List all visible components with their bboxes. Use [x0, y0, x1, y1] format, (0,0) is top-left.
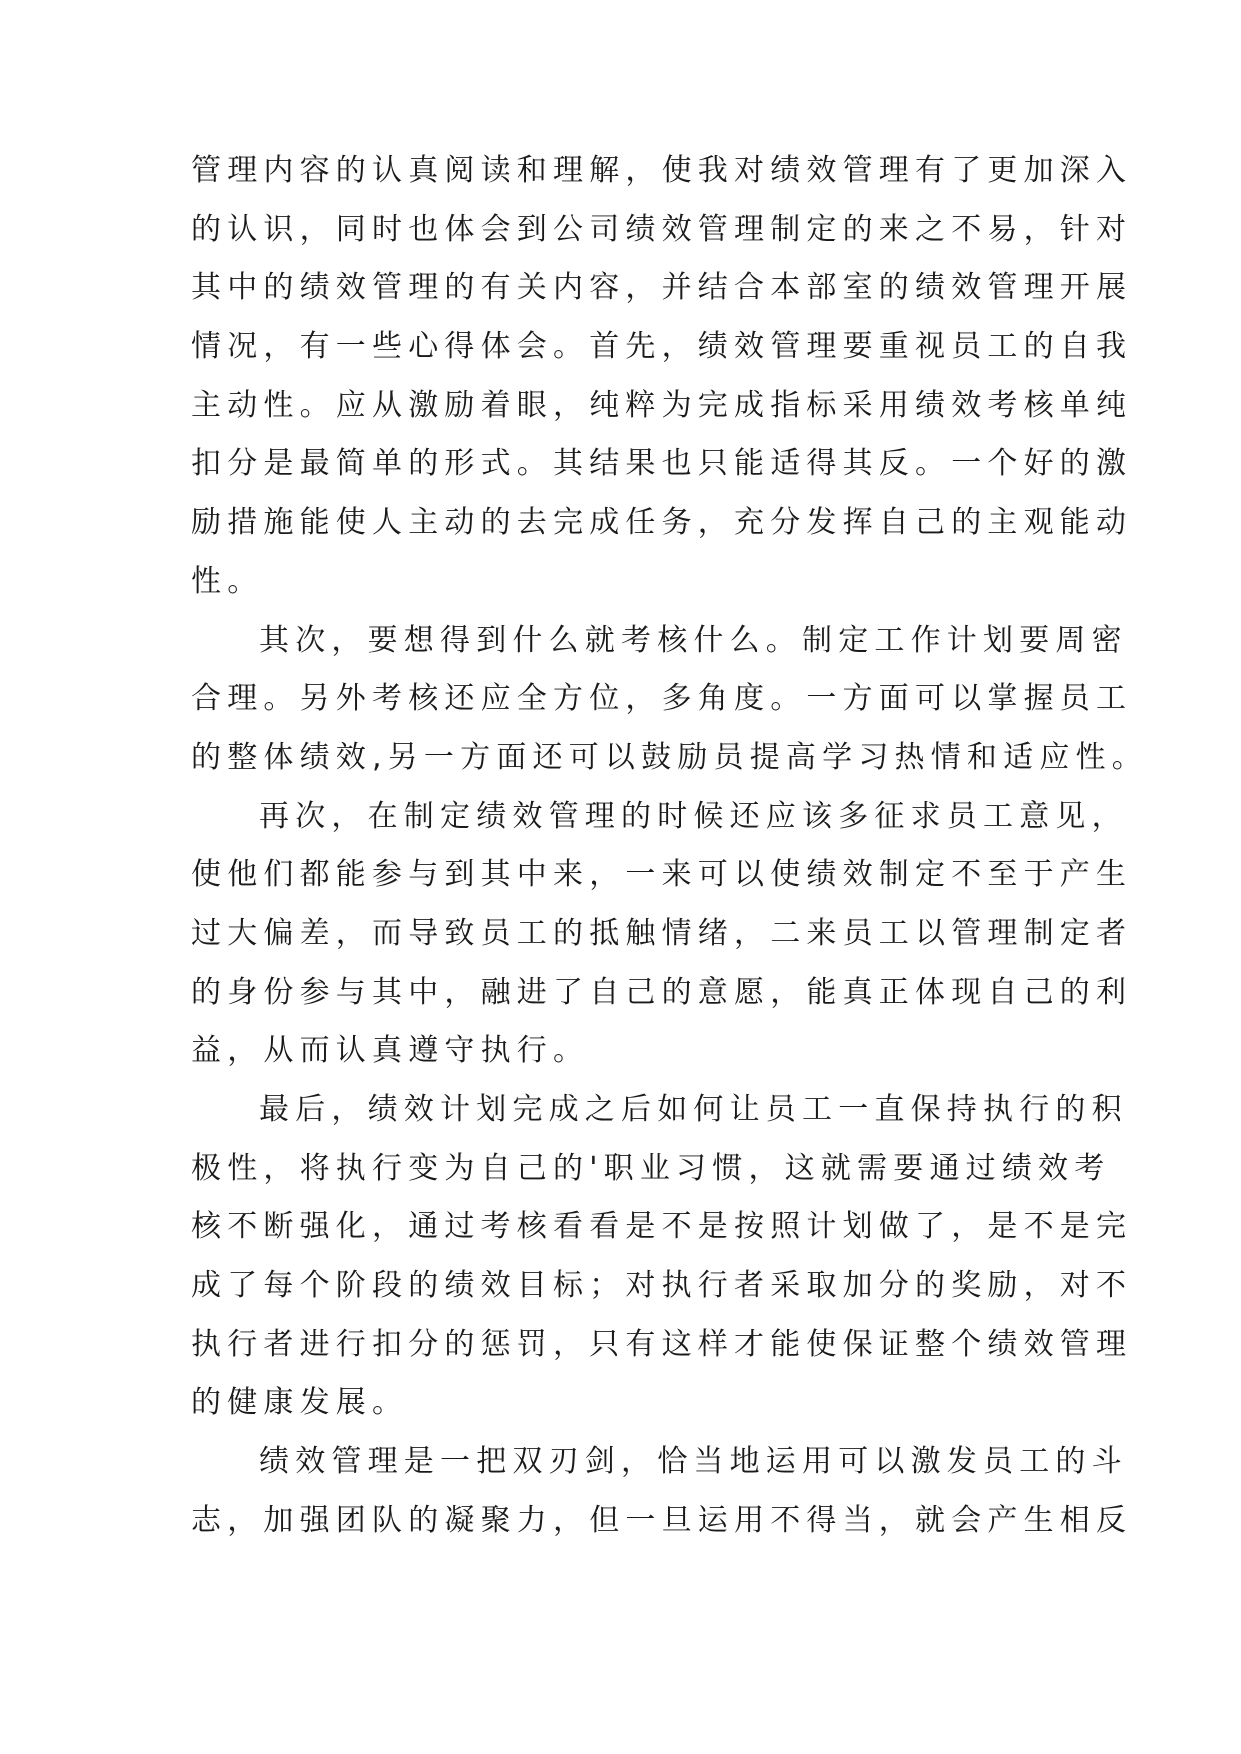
- text-line: 性。: [191, 563, 264, 599]
- text-line: 核不断强化，通过考核看看是不是按照计划做了，是不是完: [191, 1209, 1133, 1245]
- text-line: 的认识，同时也体会到公司绩效管理制定的来之不易，针对: [191, 211, 1133, 247]
- text-line: 励措施能使人主动的去完成任务，充分发挥自己的主观能动: [191, 505, 1133, 541]
- document-body: [191, 142, 1148, 1551]
- text-line: 成了每个阶段的绩效目标；对执行者采取加分的奖励，对不: [191, 1268, 1133, 1304]
- text-line: 执行者进行扣分的惩罚，只有这样才能使保证整个绩效管理: [191, 1326, 1133, 1362]
- text-line: 过大偏差，而导致员工的抵触情绪，二来员工以管理制定者: [191, 915, 1133, 951]
- text-line: 管理内容的认真阅读和理解，使我对绩效管理有了更加深入: [191, 153, 1133, 188]
- text-line: 极性，将执行变为自己的'职业习惯，这就需要通过绩效考: [191, 1150, 1111, 1186]
- text-line: 再次，在制定绩效管理的时候还应该多征求员工意见，: [259, 798, 1128, 834]
- text-line: 合理。另外考核还应全方位，多角度。一方面可以掌握员工: [191, 681, 1133, 717]
- text-line: 益，从而认真遵守执行。: [191, 1033, 590, 1069]
- text-line: 志，加强团队的凝聚力，但一旦运用不得当，就会产生相反: [191, 1502, 1133, 1538]
- text-line: 其中的绩效管理的有关内容，并结合本部室的绩效管理开展: [191, 270, 1133, 306]
- text-line: 情况，有一些心得体会。首先，绩效管理要重视员工的自我: [191, 329, 1133, 365]
- text-line: 使他们都能参与到其中来，一来可以使绩效制定不至于产生: [191, 857, 1133, 893]
- text-line: 的身份参与其中，融进了自己的意愿，能真正体现自己的利: [191, 974, 1133, 1010]
- text-line: 的整体绩效,另一方面还可以鼓励员提高学习热情和适应性。: [191, 739, 1148, 775]
- text-line: 最后，绩效计划完成之后如何让员工一直保持执行的积: [259, 1092, 1128, 1127]
- text-line: 的健康发展。: [191, 1385, 409, 1421]
- text-line: 绩效管理是一把双刃剑，恰当地运用可以激发员工的斗: [259, 1444, 1128, 1480]
- text-line: 主动性。应从激励着眼，纯粹为完成指标采用绩效考核单纯: [191, 387, 1133, 423]
- text-line: 扣分是最简单的形式。其结果也只能适得其反。一个好的激: [191, 446, 1133, 482]
- text-line: 其次，要想得到什么就考核什么。制定工作计划要周密: [259, 622, 1128, 658]
